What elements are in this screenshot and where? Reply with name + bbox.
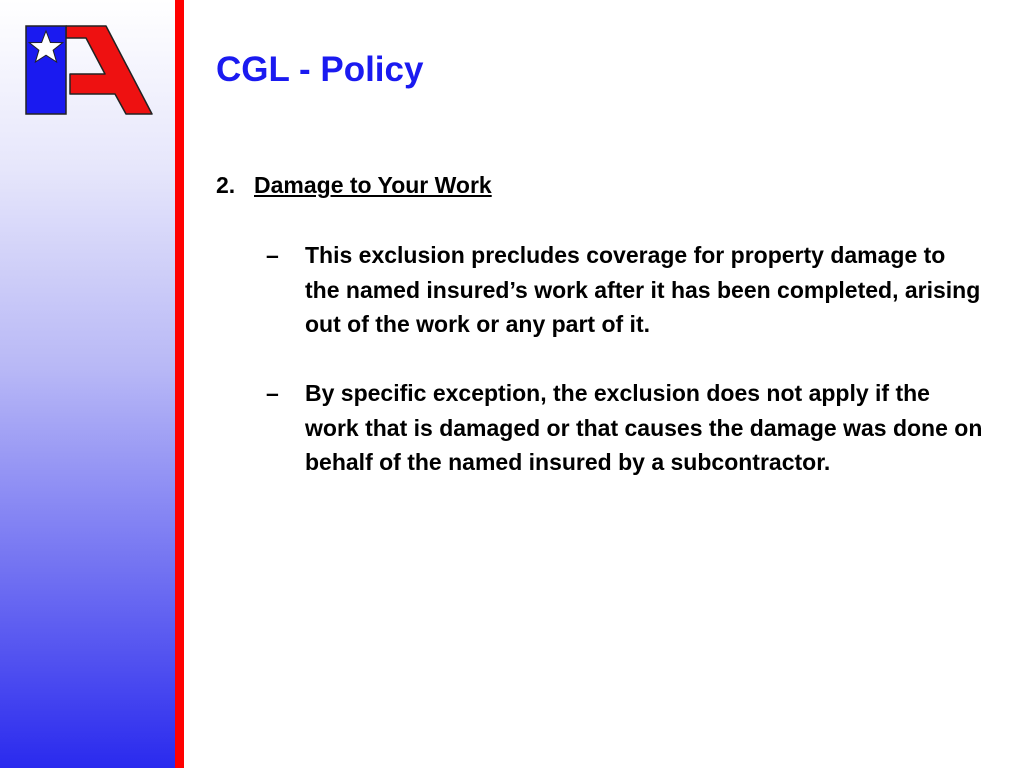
- bullet-text: This exclusion precludes coverage for property damage to the named insured’s work after it has been completed, arising out of the work or any part of it.: [305, 242, 981, 337]
- bullet-dash: –: [266, 380, 279, 406]
- star-a-logo-icon: [24, 24, 154, 116]
- bullet-list: [266, 238, 986, 514]
- section-heading-text: Damage to Your Work: [254, 172, 492, 198]
- section-number: 2.: [216, 172, 236, 198]
- accent-red-bar: [175, 0, 184, 768]
- section-heading: [216, 170, 492, 200]
- bullet-item: [266, 376, 986, 480]
- bullet-text: By specific exception, the exclusion does not apply if the work that is damaged or that causes the damage was done on behalf of the named insured by a subcontractor.: [305, 380, 983, 475]
- bullet-item: [266, 238, 986, 342]
- bullet-dash: –: [266, 242, 279, 268]
- slide-title: CGL - Policy: [216, 50, 424, 89]
